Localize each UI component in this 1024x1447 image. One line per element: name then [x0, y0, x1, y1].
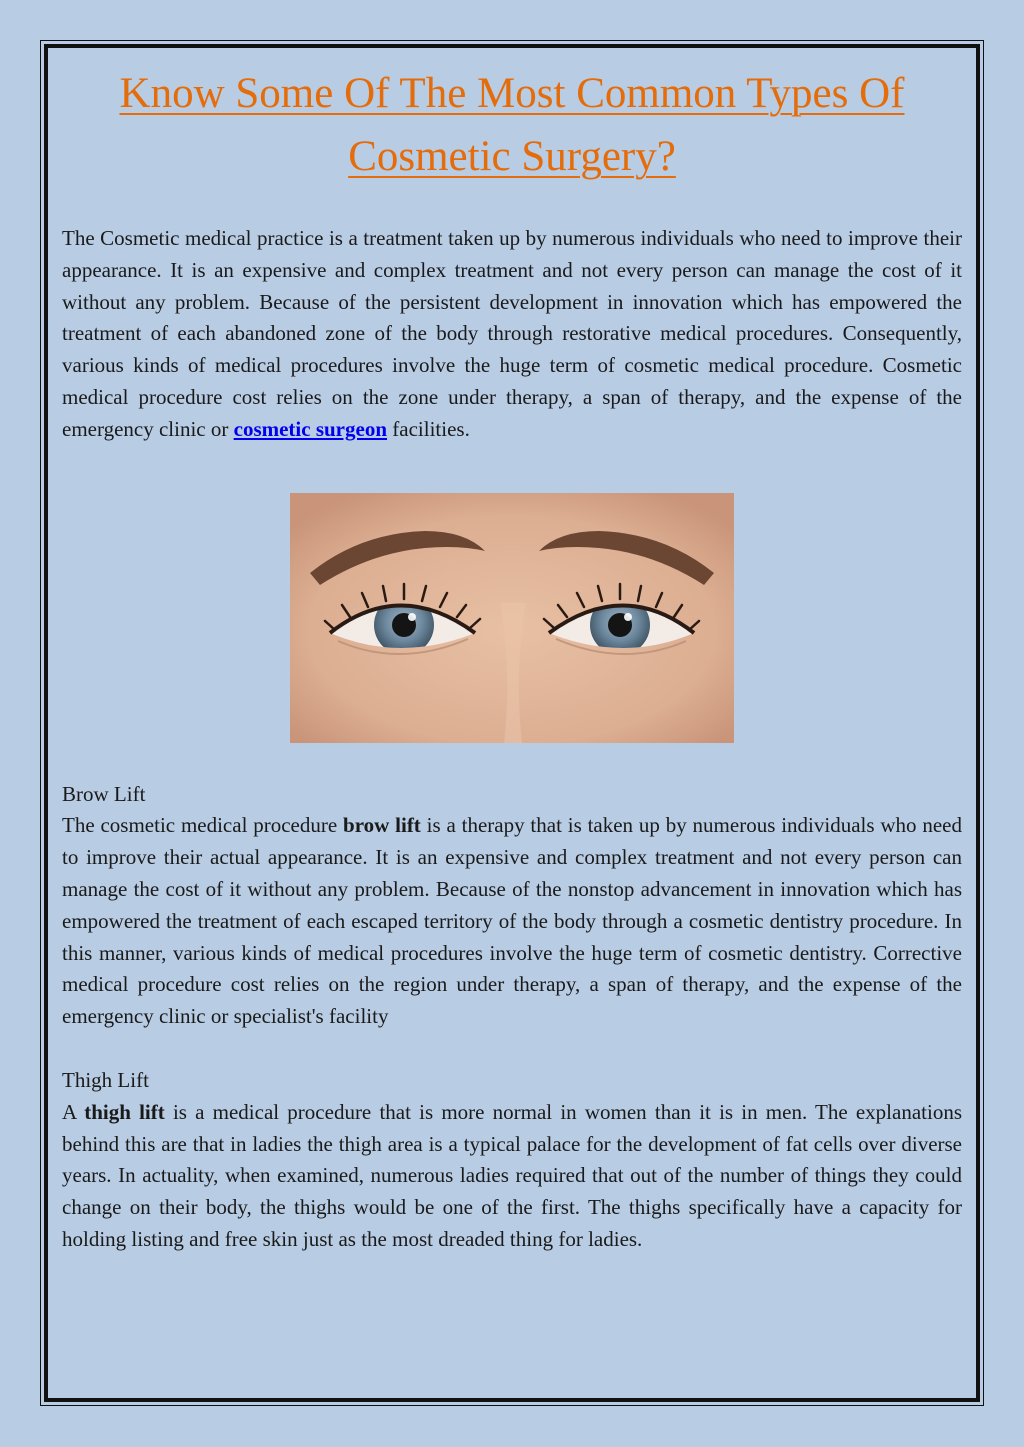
cosmetic-surgeon-link[interactable]: cosmetic surgeon [233, 416, 388, 441]
thigh-lift-text-before: A [62, 1099, 85, 1124]
intro-text-after-link: facilities. [387, 416, 470, 441]
brow-lift-paragraph [62, 810, 962, 1033]
thigh-lift-paragraph [62, 1097, 962, 1256]
brow-lift-bold: brow lift [343, 813, 421, 838]
page-title: Know Some Of The Most Common Types Of Cosmetic Surgery? [119, 70, 905, 180]
thigh-lift-bold: thigh lift [84, 1099, 165, 1124]
document-body [62, 62, 962, 1256]
brow-lift-text-after: is a therapy that is taken up by numerous individuals who need to improve their actual appearance. It is an expensive and complex treatment and not every person can manage the cost of it without any problem. Because of the nonstop advancement in innovation which has empowered the treatment of each escaped territory of the body through a cosmetic dentistry procedure. In this manner, various kinds of medical procedures involve the huge term of cosmetic dentistry. Corrective medical procedure cost relies on the region under therapy, a span of therapy, and the expense of the emergency clinic or specialist's facility [62, 813, 963, 1029]
brow-lift-heading: Brow Lift [62, 781, 146, 806]
eyes-illustration [290, 493, 734, 743]
intro-text-before-link: The Cosmetic medical practice is a treatment taken up by numerous individuals who need to improve their appearance. It is an expensive and complex treatment and not every person can manage the cost of it without any problem. Because of the persistent development in innovation which has empowered the treatment of each abandoned zone of the body through restorative medical procedures. Consequently, various kinds of medical procedures involve the huge term of cosmetic medical procedure. Cosmetic medical procedure cost relies on the zone under therapy, a span of therapy, and the expense of the emergency clinic or [62, 226, 962, 441]
brow-lift-text-before: The cosmetic medical procedure [62, 813, 344, 838]
thigh-lift-text-after: is a medical procedure that is more normal in women than it is in men. The explanations behind this are that in ladies the thigh area is a typical palace for the development of fat cells over diverse years. In actuality, when examined, numerous ladies required that out of the number of things they could change on their body, the thighs would be one of the first. The thighs specifically have a capacity for holding listing and free skin just as the most dreaded thing for ladies. [62, 1099, 962, 1251]
intro-paragraph [62, 223, 962, 446]
eyes-photo [290, 493, 734, 743]
thigh-lift-heading: Thigh Lift [62, 1067, 149, 1092]
